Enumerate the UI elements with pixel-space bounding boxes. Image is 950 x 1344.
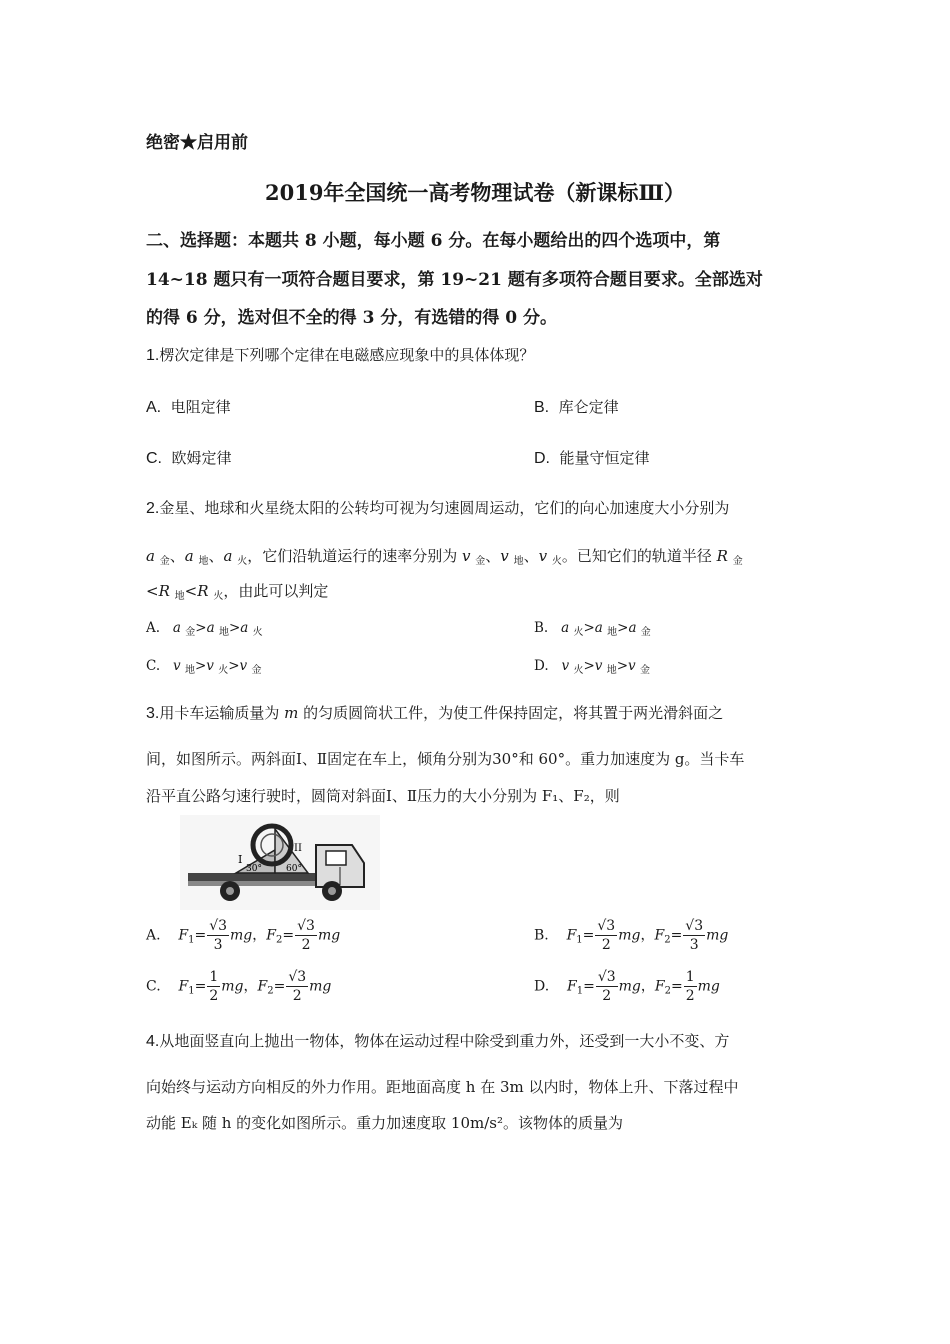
section-instructions: [146, 222, 811, 338]
section-line-1: 二、选择题：本题共 8 小题，每小题 6 分。在每小题给出的四个选项中，第: [146, 231, 721, 251]
question-3-line-1: 3.用卡车运输质量为 m 的匀质圆筒状工件，为使工件保持固定，将其置于两光滑斜面之: [146, 704, 724, 722]
label-I: I: [238, 853, 243, 866]
truck-figure: [180, 815, 380, 910]
question-4-line-2: 向始终与运动方向相反的外力作用。距地面高度 h 在 3m 以内时，物体上升、下落过程中: [146, 1078, 739, 1096]
question-2-line-1: 2.金星、地球和火星绕太阳的公转均可视为匀速圆周运动，它们的向心加速度大小分别为: [146, 499, 730, 517]
angle-30: 30°: [246, 864, 262, 874]
question-4-line-1: 4.从地面竖直向上抛出一物体，物体在运动过程中除受到重力外，还受到一大小不变、方: [146, 1032, 730, 1050]
question-3-line-2: 间，如图所示。两斜面Ⅰ、Ⅱ固定在车上，倾角分别为30°和 60°。重力加速度为 g。当卡车: [146, 750, 745, 768]
q1-option-c: C. 欧姆定律: [146, 449, 232, 467]
q3-option-c: C. $F_1=$ $\frac{1}{2}$ mg，$F_2=$ $\frac{√3}{2}$ mg: [146, 969, 332, 1004]
q1-option-b: B. 库仑定律: [534, 398, 619, 416]
q3-option-b: B. $F_1=$ $\frac{√3}{2}$ mg，$F_2=$ $\frac{√3}{3}$ mg: [534, 918, 729, 953]
question-2-line-3: <R $_地$<R $_火$，由此可以判定: [146, 582, 329, 602]
q2-option-d: D. v $_火$>v $_地$>v $_金$: [534, 658, 650, 676]
q3-option-d: D. $F_1=$ $\frac{√3}{2}$ mg，$F_2=$ $\frac{1}{2}$ mg: [534, 969, 720, 1004]
question-1-stem: 1.楞次定律是下列哪个定律在电磁感应现象中的具体体现？: [146, 346, 535, 364]
question-2-line-2: a $_金$、a $_地$、a $_火$，它们沿轨道运行的速率分别为 v $_金$、v $_地$、v $_火$。已知它们的轨道半径 R $_金$: [146, 547, 743, 567]
page-title: 2019年全国统一高考物理试卷（新课标Ⅲ）: [264, 180, 686, 205]
q3-option-a: A. $F_1=$ $\frac{√3}{3}$ mg，$F_2=$ $\frac{√3}{2}$ mg: [146, 918, 341, 953]
q2-option-b: B. a $_火$>a $_地$>a $_金$: [534, 620, 651, 638]
section-line-3: 的得 6 分，选对但不全的得 3 分，有选错的得 0 分。: [146, 308, 557, 328]
q1-option-a: A. 电阻定律: [146, 398, 231, 416]
question-4-line-3: 动能 Eₖ 随 h 的变化如图所示。重力加速度取 10m/s²。该物体的质量为: [146, 1114, 623, 1132]
top-secret-label: 绝密★启用前: [146, 133, 248, 153]
question-3-line-3: 沿平直公路匀速行驶时，圆筒对斜面Ⅰ、Ⅱ压力的大小分别为 F₁、F₂，则: [146, 787, 620, 805]
truck-bed: [188, 873, 316, 881]
q2-option-c: C. v $_地$>v $_火$>v $_金$: [146, 658, 262, 676]
q1-option-d: D. 能量守恒定律: [534, 449, 650, 467]
angle-60: 60°: [286, 864, 302, 874]
section-line-2: 14~18 题只有一项符合题目要求，第 19~21 题有多项符合题目要求。全部选对: [146, 269, 763, 290]
label-II: II: [294, 843, 302, 854]
q2-option-a: A. a $_金$>a $_地$>a $_火$: [146, 620, 263, 638]
